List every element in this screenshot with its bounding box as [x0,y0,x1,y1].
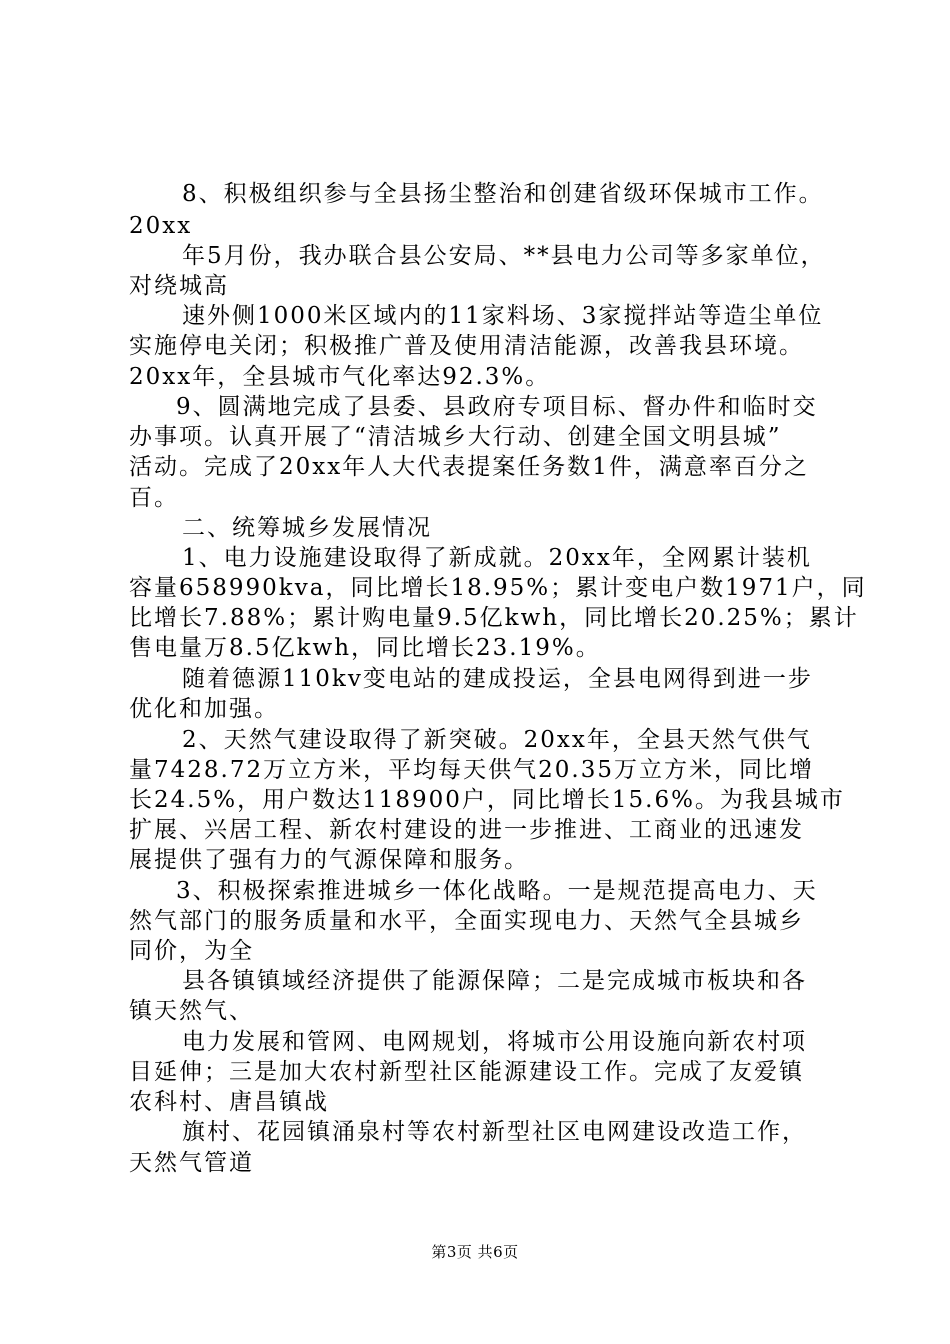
text-line: 9、圆满地完成了县委、县政府专项目标、督办件和临时交 [176,394,818,420]
text-line: 实施停电关闭；积极推广普及使用清洁能源，改善我县环境。 [129,333,804,359]
text-line: 然气部门的服务质量和水平，全面实现电力、天然气全县城乡 [129,908,804,934]
text-line: 速外侧1000米区域内的11家料场、3家搅拌站等造尘单位 [182,303,824,329]
text-line: 1、电力设施建设取得了新成就。20xx年，全网累计装机 [182,545,812,571]
page-footer: 第3页 共6页 [431,1243,519,1261]
text-line: 随着德源110kv变电站的建成投运，全县电网得到进一步 [182,666,813,692]
text-line: 3、积极探索推进城乡一体化战略。一是规范提高电力、天 [176,878,818,904]
text-line: 县各镇镇域经济提供了能源保障；二是完成城市板块和各 [182,968,807,994]
text-line: 镇天然气、 [129,998,254,1024]
text-line: 活动。完成了20xx年人大代表提案任务数1件，满意率百分之 [129,454,809,480]
text-line: 20xx [129,213,193,239]
text-line: 长24.5%，用户数达118900户，同比增长15.6%。为我县城市 [129,787,845,813]
text-line: 展提供了强有力的气源保障和服务。 [129,847,529,873]
text-line: 年5月份，我办联合县公安局、**县电力公司等多家单位， [182,243,826,269]
text-line: 售电量万8.5亿kwh，同比增长23.19%。 [129,635,601,661]
section-heading: 二、统筹城乡发展情况 [182,515,432,541]
text-line: 同价，为全 [129,938,254,964]
text-line: 旗村、花园镇涌泉村等农村新型社区电网建设改造工作， [182,1119,807,1145]
text-line: 2、天然气建设取得了新突破。20xx年，全县天然气供气 [182,727,812,753]
text-line: 农科村、唐昌镇战 [129,1089,329,1115]
text-line: 优化和加强。 [129,696,279,722]
text-line: 8、积极组织参与全县扬尘整治和创建省级环保城市工作。 [182,181,824,207]
text-line: 电力发展和管网、电网规划，将城市公用设施向新农村项 [182,1029,807,1055]
text-line: 办事项。认真开展了“清洁城乡大行动、创建全国文明县城” [129,424,782,450]
text-line: 天然气管道 [129,1150,254,1176]
text-line: 目延伸；三是加大农村新型社区能源建设工作。完成了友爱镇 [129,1059,804,1085]
text-line: 百。 [129,485,179,511]
text-line: 扩展、兴居工程、新农村建设的进一步推进、工商业的迅速发 [129,817,804,843]
text-line: 比增长7.88%；累计购电量9.5亿kwh，同比增长20.25%；累计 [129,605,859,631]
text-line: 量7428.72万立方米，平均每天供气20.35万立方米，同比增 [129,757,814,783]
text-line: 20xx年，全县城市气化率达92.3%。 [129,364,551,390]
text-line: 对绕城高 [129,273,229,299]
text-line: 容量658990kva，同比增长18.95%；累计变电户数1971户，同 [129,575,867,601]
